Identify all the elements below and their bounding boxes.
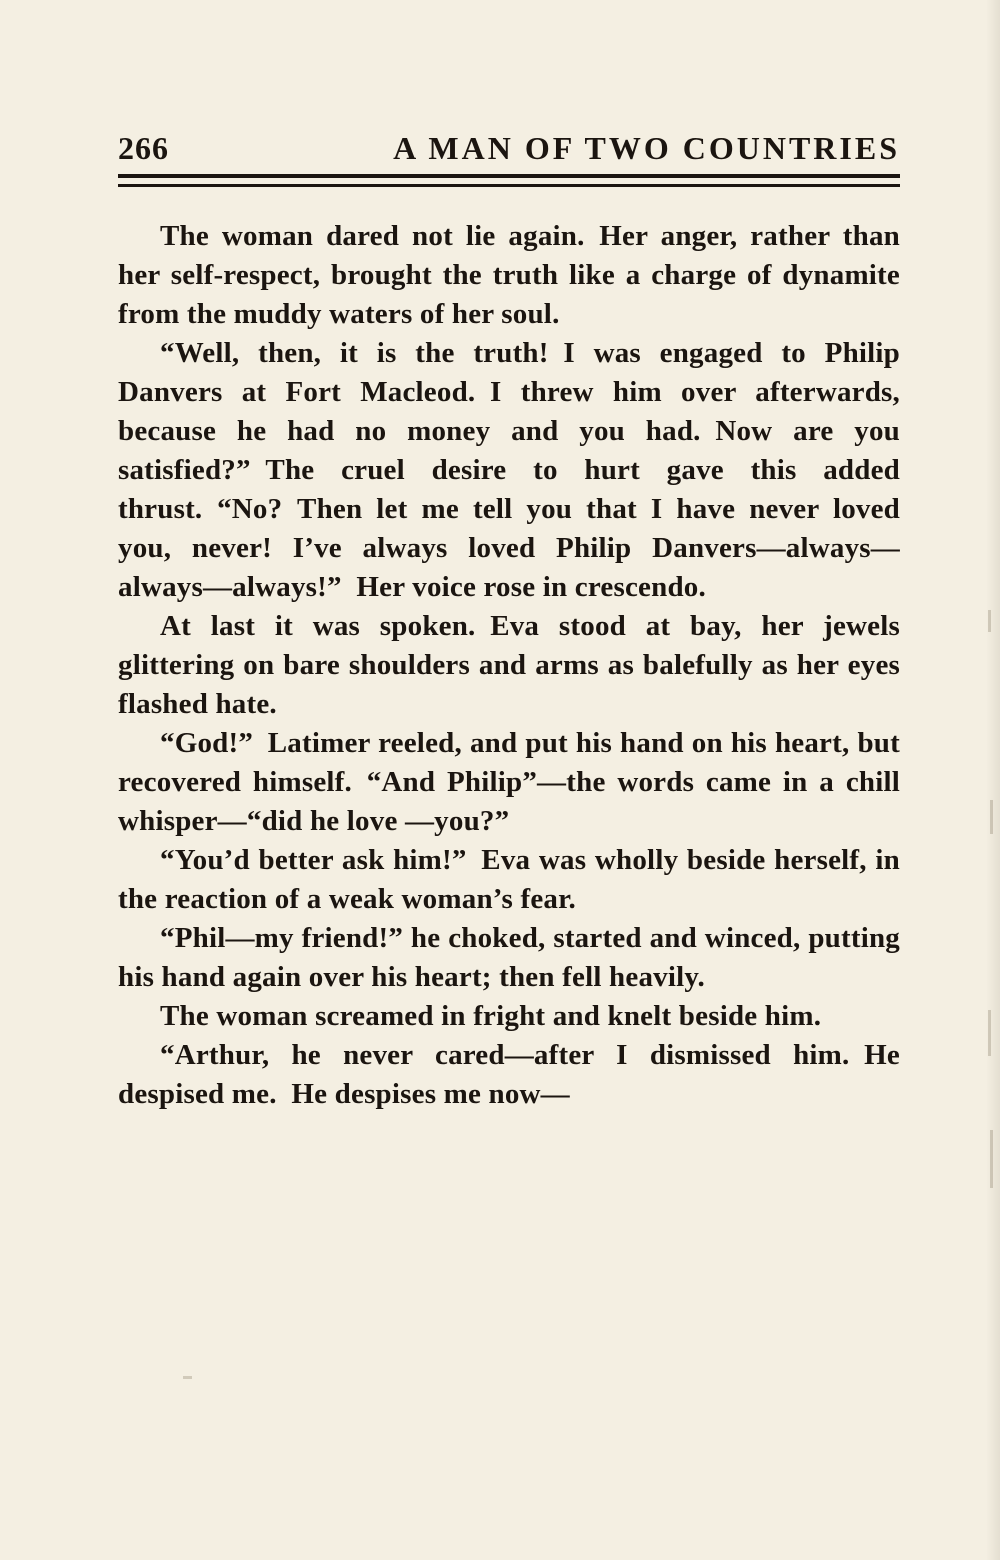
paragraph: “Well, then, it is the truth! I was engaged to Philip Danvers at Fort Macleod. I threw him over afterwards, because he had no money and you had. Now are you satisfied?” The cruel desire to hurt gave this added thrust. “No? Then let me tell you that I have never loved you, never! I’ve always loved Philip Danvers—always—always—always!” Her voice rose in crescendo.	[118, 337, 900, 603]
paragraph: “God!” Latimer reeled, and put his hand on his heart, but recovered himself. “And Philip”—the words came in a chill whisper—“did he love —you?”	[118, 727, 900, 837]
page-body	[118, 217, 900, 1114]
page-edge-shadow	[986, 0, 1000, 1560]
scan-artifact	[990, 800, 993, 834]
page-number: 266	[118, 130, 169, 166]
scan-artifact	[183, 1376, 192, 1379]
scan-artifact	[988, 1010, 991, 1056]
running-title: A MAN OF TWO COUNTRIES	[393, 130, 900, 166]
header-rule	[118, 174, 900, 187]
paragraph: “Phil—my friend!” he choked, started and winced, putting his hand again over his heart; then fell heavily.	[118, 922, 900, 993]
paragraph: “Arthur, he never cared—after I dismissed him. He despised me. He despises me now—	[118, 1039, 900, 1110]
paragraph: The woman dared not lie again. Her anger, rather than her self-respect, brought the truth like a charge of dynamite from the muddy waters of her soul.	[118, 220, 900, 330]
running-header	[118, 130, 900, 167]
scan-artifact	[988, 610, 991, 632]
scan-artifact	[990, 1130, 993, 1188]
paragraph: The woman screamed in fright and knelt beside him.	[160, 1000, 822, 1032]
paragraph: “You’d better ask him!” Eva was wholly beside herself, in the reaction of a weak woman’s fear.	[118, 844, 900, 915]
page-content	[118, 130, 900, 1114]
paragraph: At last it was spoken. Eva stood at bay, her jewels glittering on bare shoulders and arms as balefully as her eyes flashed hate.	[118, 610, 900, 720]
